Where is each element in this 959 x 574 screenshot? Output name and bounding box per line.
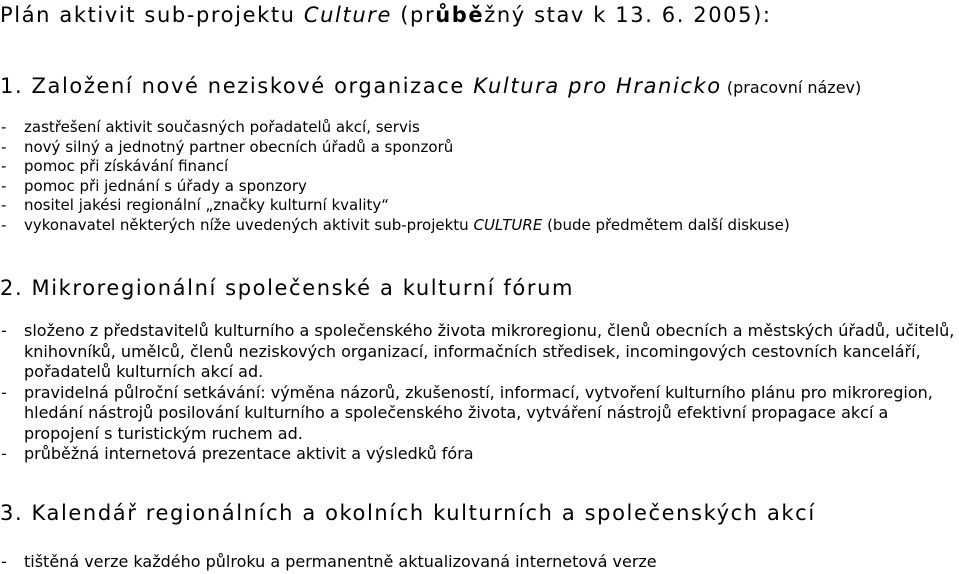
section1-heading bbox=[0, 73, 861, 101]
list-item: - pravidelná půlroční setkávání: výměna názorů, zkušeností, informací, vytvoření kulturního plánu pro mikroregion, hledání nástrojů posilování kulturního a společenského života, vytváření nástrojů efektivní propagace akcí a propojení s turistickým ruchem ad. bbox=[0, 383, 955, 445]
page-title-part1: Plán aktivit sub-projektu bbox=[0, 3, 304, 27]
page-title bbox=[0, 2, 772, 28]
section3-list bbox=[0, 552, 959, 573]
section3-heading: 3. Kalendář regionálních a okolních kulturních a společenských akcí bbox=[0, 501, 816, 525]
list-item: - pomoc při jednání s úřady a sponzory bbox=[0, 177, 959, 197]
list-item-culture: CULTURE bbox=[473, 215, 543, 234]
section2-list bbox=[0, 321, 955, 465]
list-item: - tištěná verze každého půlroku a permanentně aktualizovaná internetová verze bbox=[0, 552, 959, 573]
page-title-part5: žný stav k 13. 6. 2005): bbox=[484, 3, 772, 27]
list-item: - zastřešení aktivit současných pořadatelů akcí, servis bbox=[0, 118, 959, 138]
list-item-suffix: (bude předmětem další diskuse) bbox=[542, 215, 790, 234]
section1-heading-org-name: Kultura pro Hranicko bbox=[473, 74, 722, 98]
list-item: - složeno z představitelů kulturního a společenského života mikroregionu, členů obecních a městských úřadů, učitelů, knihovníků, umělců, členů neziskových organizací, informačních středisek, incomingových cestovních kanceláří, pořadatelů kulturních akcí ad. bbox=[0, 321, 955, 383]
page-title-part3: (pr bbox=[391, 3, 436, 27]
page-title-part4: ůbě bbox=[435, 3, 485, 27]
list-item: - pomoc při získávání financí bbox=[0, 157, 959, 177]
list-item bbox=[0, 216, 959, 236]
section2-heading: 2. Mikroregionální společenské a kulturní fórum bbox=[0, 276, 575, 300]
list-item: - nositel jakési regionální „značky kulturní kvality“ bbox=[0, 196, 959, 216]
list-item: - průběžná internetová prezentace aktivit a výsledků fóra bbox=[0, 444, 955, 465]
page-title-culture: Culture bbox=[303, 3, 392, 27]
section1-list bbox=[0, 118, 959, 236]
section1-heading-prefix: 1. Založení nové neziskové organizace bbox=[0, 74, 474, 98]
list-item-prefix: vykonavatel některých níže uvedených aktivit sub-projektu bbox=[24, 215, 474, 234]
section1-heading-note: (pracovní název) bbox=[721, 78, 862, 97]
list-item: - nový silný a jednotný partner obecních úřadů a sponzorů bbox=[0, 138, 959, 158]
